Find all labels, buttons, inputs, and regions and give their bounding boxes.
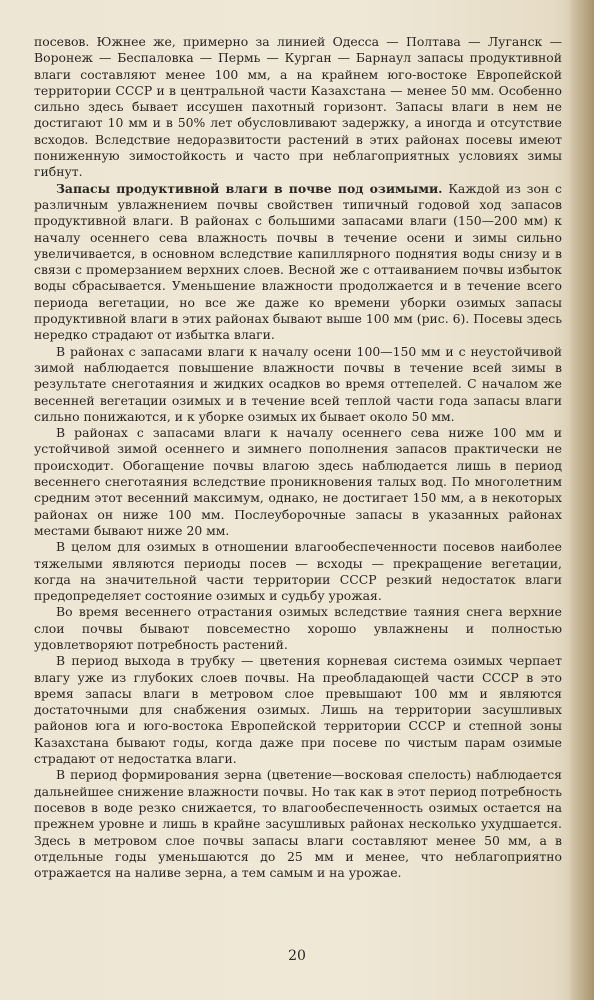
paragraph-text: В период формирования зерна (цветение—восковая спелость) наблюдается дальнейшее снижение влажности почвы. Но так как в этот период потребность посевов в воде резко снижается, то влагообеспеченность озимых остается на прежнем уровне и лишь в крайне засушливых районах несколько ухудшается. Здесь в метровом слое почвы запасы влаги составляют менее 50 мм, а в отдельные годы уменьшаются до 25 мм и менее, что неблагоприятно отражается на наливе зерна, а тем самым и на урожае. xyxy=(34,767,562,881)
paragraph-text: В районах с запасами влаги к началу осени 100—150 мм и с неустойчивой зимой наблюдается повышение влажности почвы в течение всей зимы в результате снеготаяния и жидких осадков во время оттепелей. С началом же весенней вегетации озимых и в течение всей теплой части года запасы влаги сильно понижаются, и к уборке озимых их бывает около 50 мм. xyxy=(34,343,562,424)
paragraph-7 xyxy=(34,653,562,767)
paragraph-1 xyxy=(34,34,562,181)
body-text xyxy=(34,34,562,881)
paragraph-8 xyxy=(34,767,562,881)
paragraph-3 xyxy=(34,344,562,425)
paragraph-4 xyxy=(34,425,562,539)
page-number: 20 xyxy=(288,948,306,964)
paragraph-5 xyxy=(34,539,562,604)
paragraph-text: посевов. Южнее же, примерно за линией Одесса — Полтава — Луганск — Воронеж — Беспаловка — Пермь — Курган — Барнаул запасы продуктивной влаги составляют менее 100 мм, а на крайнем юго-востоке Европейской территории СССР и в центральной части Казахстана — менее 50 мм. Особенно сильно здесь бывает иссушен пахотный горизонт. Запасы влаги в нем не достигают 10 мм и в 50% лет обусловливают задержку, а иногда и отсутствие всходов. Вследствие недоразвитости растений в этих районах посевы имеют пониженную зимостойкость и часто при неблагоприятных условиях зимы гибнут. xyxy=(34,34,562,180)
section-heading: Запасы продуктивной влаги в почве под озимыми. xyxy=(56,180,443,196)
paragraph-text: Во время весеннего отрастания озимых вследствие таяния снега верхние слои почвы бывают повсеместно хорошо увлажнены и полностью удовлетворяют потребность растений. xyxy=(34,604,562,652)
paragraph-text: В районах с запасами влаги к началу осеннего сева ниже 100 мм и устойчивой зимой осеннего и зимнего пополнения запасов практически не происходит. Обогащение почвы влагою здесь наблюдается лишь в период весеннего снеготаяния вследствие проникновения талых вод. По многолетним средним этот весенний максимум, однако, не достигает 150 мм, а в некоторых районах он ниже 100 мм. Послеуборочные запасы в указанных районах местами бывают ниже 20 мм. xyxy=(34,425,562,538)
book-spine-shadow xyxy=(568,0,594,1000)
paragraph-text: Каждой из зон с различным увлажнением почвы свойствен типичный годовой ход запасов продуктивной влаги. В районах с большими запасами влаги (150—200 мм) к началу осеннего сева влажность почвы в течение осени и зимы сильно увеличивается, в основном вследствие капиллярного поднятия воды снизу и в связи с промерзанием верхних слоев. Весной же с оттаиванием почвы избыток воды сбрасывается. Уменьшение влажности продолжается и в течение всего периода вегетации, но все же даже ко времени уборки озимых запасы продуктивной влаги в этих районах бывают выше 100 мм (рис. 6). Посевы здесь нередко страдают от избытка влаги. xyxy=(34,180,562,343)
paragraph-2 xyxy=(34,181,562,344)
paragraph-text: В целом для озимых в отношении влагообеспеченности посевов наиболее тяжелыми являются периоды посев — всходы — прекращение вегетации, когда на значительной части территории СССР резкий недостаток влаги предопределяет состояние озимых и судьбу урожая. xyxy=(34,539,562,604)
paragraph-6 xyxy=(34,604,562,653)
paragraph-text: В период выхода в трубку — цветения корневая система озимых черпает влагу уже из глубоких слоев почвы. На преобладающей части СССР в это время запасы влаги в метровом слое превышают 100 мм и являются достаточными для снабжения озимых. Лишь на территории засушливых районов юга и юго-востока Европейской территории СССР и степной зоны Казахстана бывают годы, когда даже при посеве по чистым парам озимые страдают от недостатка влаги. xyxy=(34,653,562,767)
